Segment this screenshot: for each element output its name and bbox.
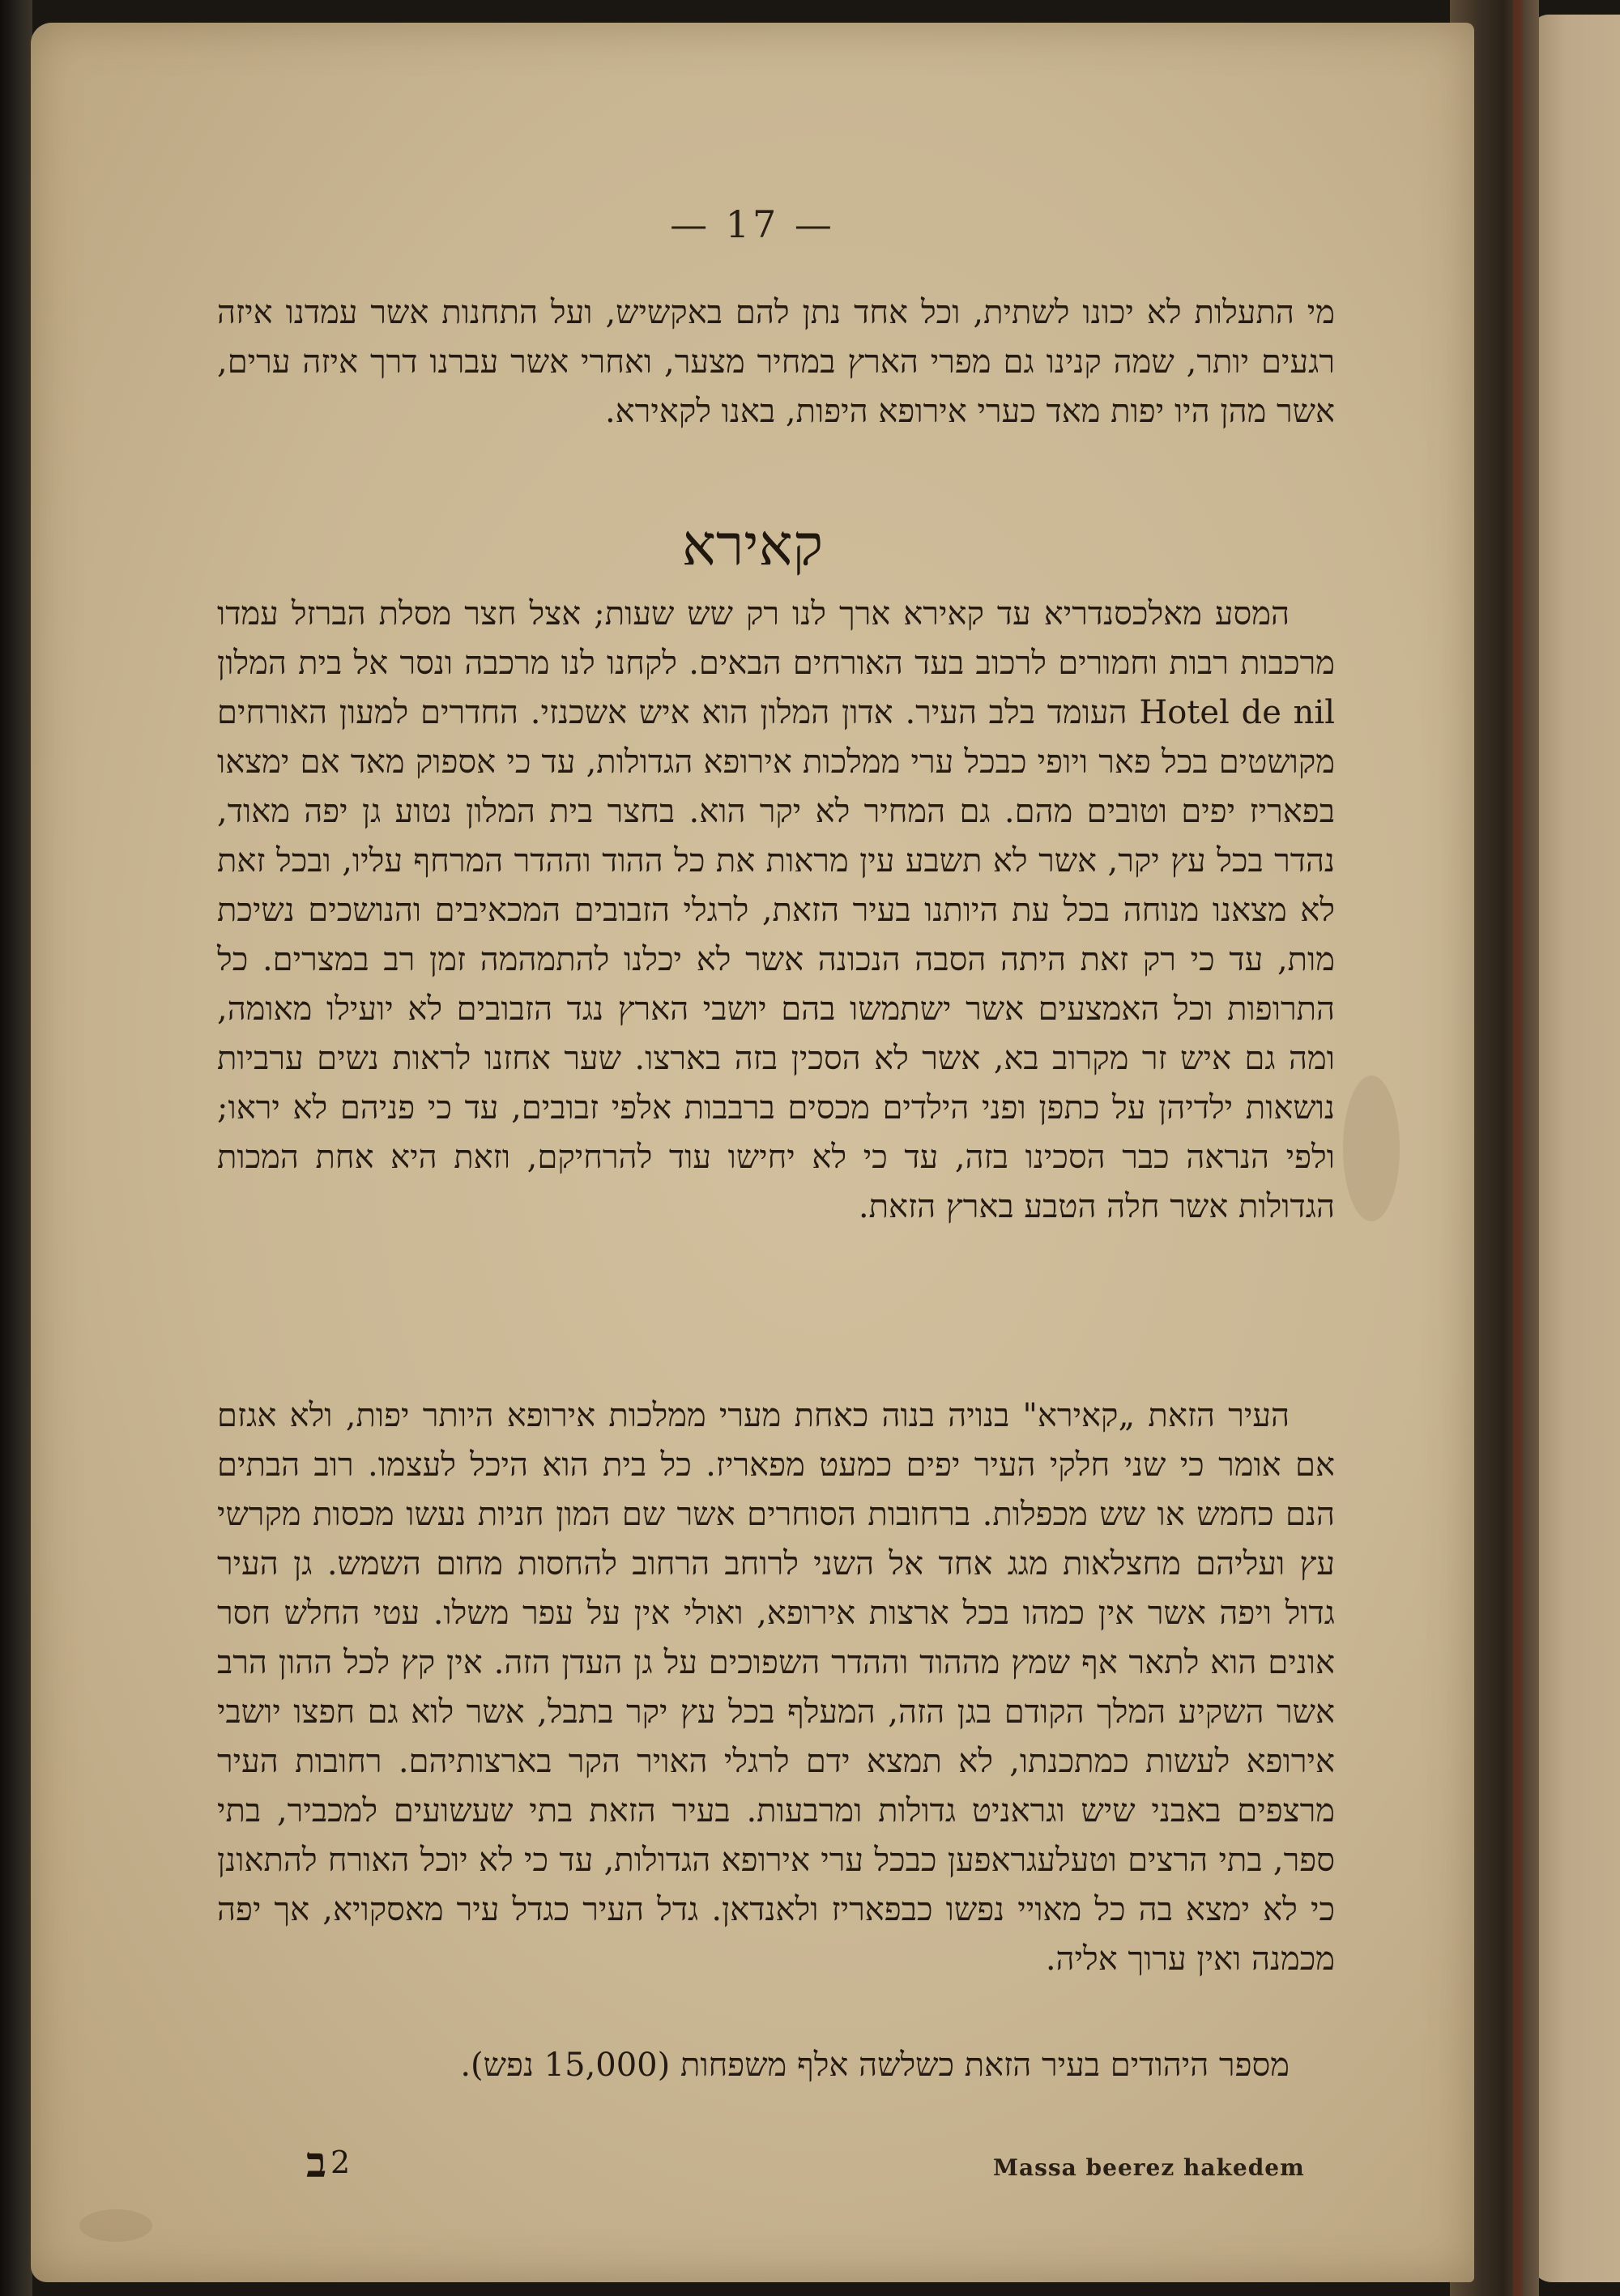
paper-stain — [79, 2209, 152, 2242]
paragraph-text: המסע מאלכסנדריא עד קאירא ארך לנו רק שש שעות; אצל חצר מסלת הברזל עמדו מרכבות רבות וחמורים לרכוב בעד האורחים הבאים. לקחנו לנו מרכבה ונסר אל בית המלון Hotel de nil העומד בלב העיר. אדון המלון הוא איש אשכנזי. החדרים למעון האורחים מקושטים בכל פאר ויופי כבכל ערי ממלכות אירופא הגדולות, עד כי אספוק מאד אם ימצאו בפאריז יפים וטובים מהם. גם המחיר לא יקר הוא. בחצר בית המלון נטוע גן יפה מאוד, נהדר בכל עץ יקר, אשר לא תשבע עין מראות את כל ההוד וההדר המרחף עליו, ובכל זאת לא מצאנו מנוחה בכל עת היותנו בעיר הזאת, לרגלי הזבובים המכאיבים והנושכים נשיכת מות, עד כי רק זאת היתה הסבה הנכונה אשר לא יכלנו להתמהמה זמן רב במצרים. כל התרופות וכל האמצעים אשר ישתמשו בהם יושבי הארץ נגד הזבובים לא יועילו מאומה, ומה גם איש זר מקרוב בא, אשר לא הסכין בזה בארצו. שער אחזנו לראות נשים ערביות נושאות ילדיהן על כתפן ופני הילדים מכסים ברבבות אלפי זבובים, עד כי פניהם לא יראו; ולפי הנראה כבר הסכינו בזה, עד כי לא יחישו עוד להרחיקם, וזאת היא אחת המכות הגדולות אשר חלה הטבע בארץ הזאת. — [217, 595, 1336, 1225]
footer-running-title: Massa beerez hakedem — [993, 2154, 1305, 2181]
paragraph-text: העיר הזאת „קאירא" בנויה בנוה כאחת מערי ממלכות אירופא היותר יפות, ולא אגזם אם אומר כי שני חלקי העיר יפים כמעט מפאריז. כל בית הוא היכל לעצמו. רוב הבתים הנם כחמש או שש מכפלות. ברחובות הסוחרים אשר שם המון חניות נעשו מכסות מקרשי עץ ועליהם מחצלאות מגג אחד אל השני לרוחב הרחוב להחסות מחום השמש. גן העיר גדול ויפה אשר אין כמהו בכל ארצות אירופא, ואולי אין על עפר משלו. עטי החלש חסר אונים הוא לתאר אף שמץ מההוד וההדר השפוכים על גן העדן הזה. אין קץ לכל ההון הרב אשר השקיע המלך הקודם בגן הזה, המעלף בכל עץ יקר בתבל, אשר לוא גם חפצו יושבי אירופא לעשות כמתכנתו, לא תמצא ידם לרגלי האויר הקר בארצותיהם. רחובות העיר מרצפים באבני שיש וגראניט גדולות ומרבעות. בעיר הזאת בתי שעשועים למכביר, בתי ספר, בתי הרצים וטעלעגראפען כבכל ערי אירופא הגדולות, עד כי לא יוכל האורח להתאונן כי לא ימצא בה כל מאויי נפשו כבפאריז ולאנדאן. גדל העיר כגדל עיר מאסקויא, אך יפה מכמנה ואין ערוך אליה. — [217, 1397, 1336, 1978]
page-number: — 17 — — [670, 202, 835, 246]
paragraph-text: מי התעלות לא יכונו לשתית, וכל אחד נתן להם באקשיש, ועל התחנות אשר עמדנו איזה רגעים יותר, שמה קנינו גם מפרי הארץ במחיר מצער, ואחרי אשר עברנו דרך איזה ערים, אשר מהן היו יפות מאד כערי אירופא היפות, באנו לקאירא. — [217, 294, 1335, 430]
facing-page-edge — [1531, 15, 1620, 2282]
body-paragraph-2 — [217, 1391, 1335, 1984]
signature-mark-hebrew: ב — [306, 2138, 327, 2187]
section-heading: קאירא — [681, 512, 824, 578]
spine-thread — [1513, 0, 1523, 2296]
paragraph-text: מספר היהודים בעיר הזאת כשלשה אלף משפחות (15,000 נפש). — [460, 2047, 1290, 2084]
book-cover-edge — [0, 0, 32, 2296]
signature-mark-number: 2 — [330, 2145, 351, 2180]
book-page — [31, 23, 1474, 2282]
paper-stain — [1343, 1076, 1400, 1221]
intro-paragraph — [217, 288, 1335, 437]
body-paragraph-3 — [217, 2041, 1335, 2090]
body-paragraph-1 — [217, 590, 1335, 1232]
